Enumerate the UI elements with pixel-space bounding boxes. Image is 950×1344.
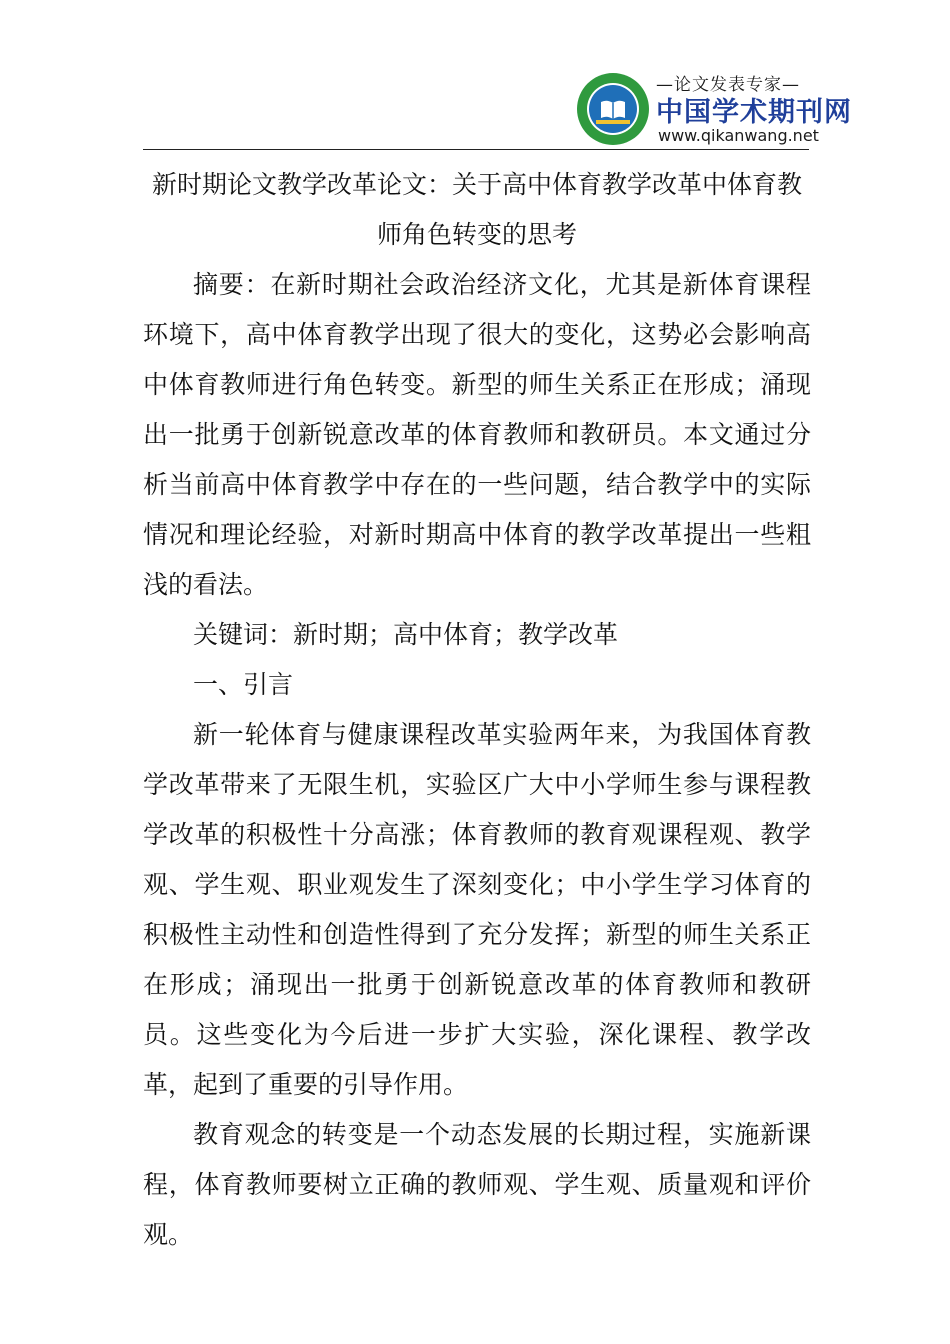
logo-url: www.qikanwang.net — [658, 126, 819, 145]
logo-seal-icon — [576, 72, 650, 146]
body-paragraph: 教育观念的转变是一个动态发展的长期过程，实施新课程，体育教师要树立正确的教师观、学生观、质量观和评价观。 — [143, 1120, 811, 1249]
logo-brand-name: 中国学术期刊网 — [656, 97, 852, 128]
body-paragraph: 新一轮体育与健康课程改革实验两年来，为我国体育教学改革带来了无限生机，实验区广大中小学师生参与课程教学改革的积极性十分高涨；体育教师的教育观课程观、教学观、学生观、职业观发生了深刻变化；中小学生学习体育的积极性主动性和创造性得到了充分发挥；新型的师生关系正在形成；涌现出一批勇于创新锐意改革的体育教师和教研员。这些变化为今后进一步扩大实验，深化课程、教学改革，起到了重要的引导作用。 — [143, 720, 811, 1099]
document-title: 新时期论文教学改革论文：关于高中体育教学改革中体育教师角色转变的思考 — [151, 170, 802, 249]
section-heading: 一、引言 — [193, 670, 294, 699]
keywords-line: 关键词：新时期；高中体育；教学改革 — [193, 620, 619, 649]
abstract-paragraph: 摘要：在新时期社会政治经济文化，尤其是新体育课程环境下，高中体育教学出现了很大的变化，这势必会影响高中体育教师进行角色转变。新型的师生关系正在形成；涌现出一批勇于创新锐意改革的体育教师和教研员。本文通过分析当前高中体育教学中存在的一些问题，结合教学中的实际情况和理论经验，对新时期高中体育的教学改革提出一些粗浅的看法。 — [143, 270, 811, 599]
site-logo — [576, 66, 852, 148]
header-divider — [143, 149, 809, 150]
document-body — [143, 160, 811, 1260]
logo-tagline: —论文发表专家— — [656, 75, 800, 95]
